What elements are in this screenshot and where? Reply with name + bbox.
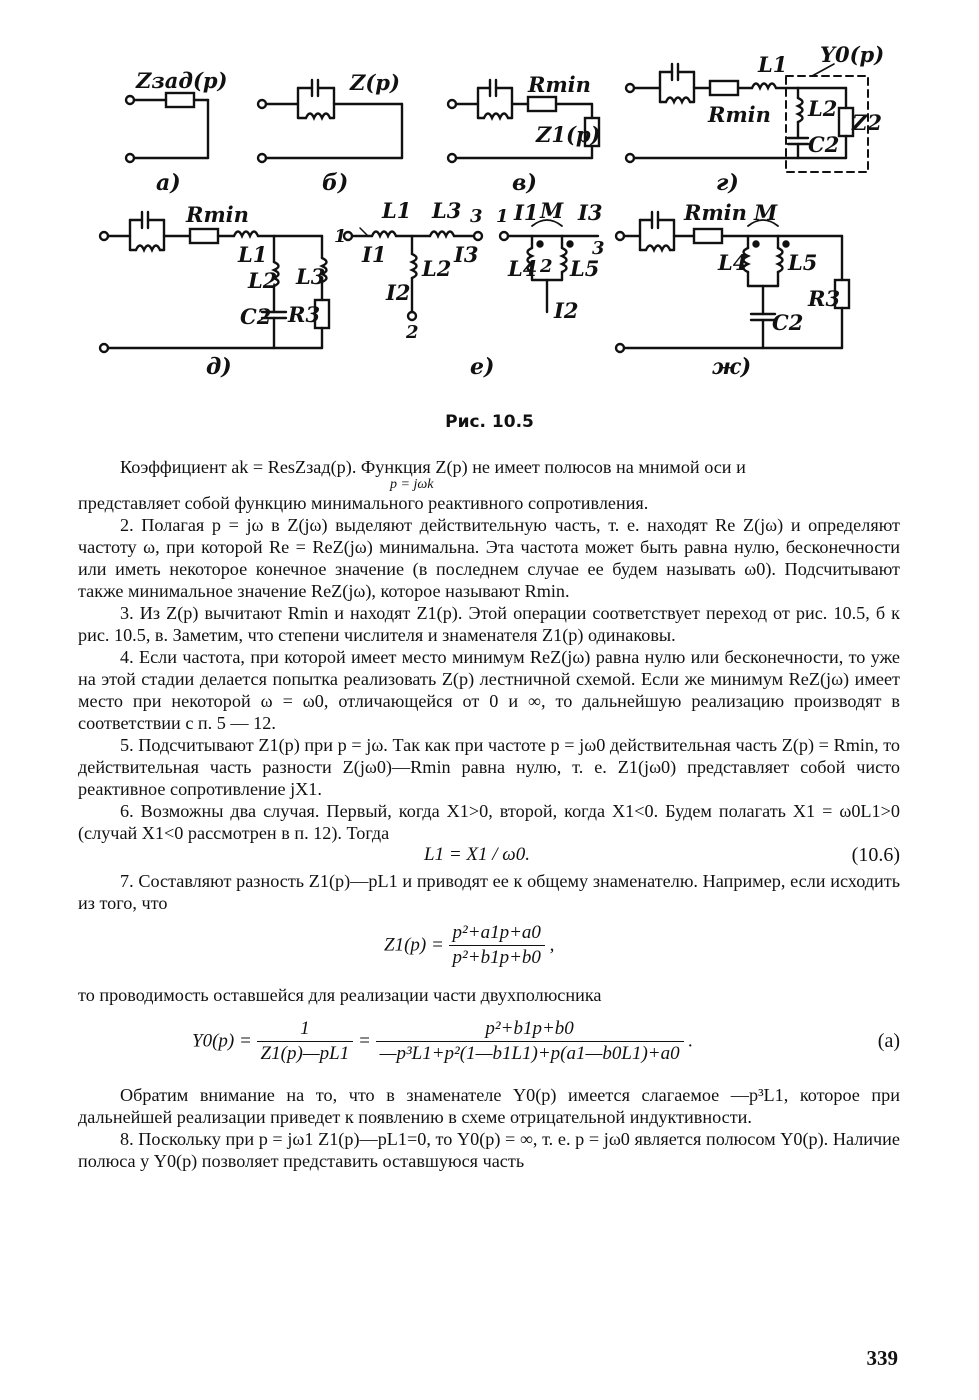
paragraph-4: 4. Если частота, при которой имеет место минимум ReZ(jω) равна нулю или бесконечности, то уже на этой стадии делается попытка реализовать Z(p) лестничной схемой. Если же минимум ReZ(jω) имеет место при некоторой ω = ω0, отличающейся от 0 и ∞, то дальнейшую реализацию производят в соответствии с п. 5 — 12.: [78, 647, 900, 733]
panel-c: в): [512, 170, 537, 196]
equation-a-f1-denominator: Z1(p)—pL1: [260, 1043, 350, 1064]
node-3-f: 3: [470, 206, 483, 227]
paragraph-6: 6. Возможны два случая. Первый, когда X1>0, второй, когда X1<0. Будем полагать X1 = ω0L1>0 (случай X1<0 рассмотрен в п. 12). Тогда: [78, 801, 900, 843]
node-3-f2: 3: [592, 238, 605, 259]
paragraph-2: 2. Полагая p = jω в Z(jω) выделяют действительную часть, т. е. находят Re Z(jω) и определяют частоту ω, при которой Re = ReZ(jω) минимальна. Эта частота может быть равна нулю, бесконечности или иметь некоторое конечное значение (в последнем случае ее будем называть ω0). Подсчитывают также минимальное значение ReZ(jω), которое называют Rmin.: [78, 515, 900, 601]
equation-a: Y0(p) = $\frac{1}{Z1(p)—pL1}$ = $\frac{\text{p²+b1p+b0}}{\text{—p³L1+p²(1—b1L1)+p(a1—b0L1)+a0}}$ . (a): [192, 1018, 900, 1064]
equation-a-f2-numerator: p²+b1p+b0: [376, 1018, 684, 1042]
paragraph-5: 5. Подсчитывают Z1(p) при p = jω. Так как при частоте p = jω0 действительная часть Z(p) = Rmin, то действительная часть разности Z(jω0)—Rmin равна нулю, т. е. Z1(jω0) представляет собой чисто реактивное сопротивление jX1.: [78, 735, 900, 799]
label-l4-f: L4: [508, 256, 538, 281]
figure-caption: Рис. 10.5: [445, 412, 534, 432]
label-m-g: M: [754, 200, 778, 225]
label-z2-d: Z2: [852, 110, 882, 135]
equation-10-6-body: L1 = X1 / ω0.: [424, 844, 530, 865]
paragraph-7b: то проводимость оставшейся для реализации части двухполюсника: [78, 985, 602, 1005]
equation-z1-fraction: [449, 922, 545, 969]
label-i2-f2: I2: [554, 298, 579, 323]
label-i1-f: I1: [362, 242, 387, 267]
panel-f: е): [470, 354, 495, 380]
label-i1-f2: I1: [514, 200, 539, 225]
circuit-g: [616, 212, 849, 352]
label-rmin-g: Rmin: [684, 200, 747, 225]
label-l1-e: L1: [238, 242, 268, 267]
equation-a-lhs: Y0(p) =: [192, 1030, 252, 1052]
label-zp: Z(p): [350, 70, 400, 95]
equation-z1-lhs: Z1(p) =: [384, 934, 444, 956]
node-2-f: 2: [406, 322, 419, 343]
label-z1p: Z1(p): [536, 122, 601, 147]
label-i3-f2: I3: [578, 200, 603, 225]
label-m-f: M: [540, 198, 564, 223]
panel-d: г): [716, 170, 739, 196]
label-l3-e: L3: [296, 264, 326, 289]
paragraph-1b: представляет собой функцию минимального реактивного сопротивления.: [78, 493, 649, 513]
equation-a-f1-numerator: 1: [257, 1018, 354, 1042]
label-y0p: Y0(p): [820, 42, 885, 67]
label-c2-g: C2: [772, 310, 804, 335]
node-2-f2: 2: [540, 256, 553, 277]
body-text: [78, 456, 900, 1172]
circuit-e: [100, 212, 329, 352]
paragraph-1-subscript: p = jωk: [390, 477, 434, 492]
label-rmin-d: Rmin: [708, 102, 771, 127]
label-i2-f: I2: [386, 280, 411, 305]
label-rmin-e: Rmin: [186, 202, 249, 227]
paragraph-1: Коэффициент ak = ResZзад(p). Функция Z(p) не имеет полюсов на мнимой оси и: [120, 457, 746, 477]
label-i3-f: I3: [454, 242, 479, 267]
label-l2-e: L2: [248, 268, 278, 293]
label-r3-e: R3: [288, 302, 321, 327]
label-l5-g: L5: [788, 250, 818, 275]
equation-z1: Z1(p) = $\frac{\text{p²+a1p+a0}}{\text{p²+b1p+b0}}$ ,: [384, 922, 555, 968]
panel-e: д): [206, 354, 232, 380]
node-1-f2: 1: [496, 206, 509, 227]
paragraph-9: 8. Поскольку при p = jω1 Z1(p)—pL1=0, то Y0(p) = ∞, т. е. p = jω0 является полюсом Y0(p). Наличие полюса у Y0(p) позволяет представить оставшуюся часть: [78, 1129, 900, 1171]
equation-10-6-number: (10.6): [851, 844, 900, 866]
equation-a-fraction-2: [376, 1018, 684, 1065]
label-r3-g: R3: [808, 286, 841, 311]
label-zzad: Zзад(p): [136, 68, 228, 93]
label-l4-g: L4: [718, 250, 748, 275]
label-l5-f: L5: [570, 256, 600, 281]
panel-g: ж): [712, 354, 752, 380]
label-l1-d: L1: [758, 52, 788, 77]
node-1-f: 1: [334, 226, 347, 247]
paragraph-8: Обратим внимание на то, что в знаменателе Y0(p) имеется слагаемое —p³L1, которое при дальнейшей реализации приведет к появлению в схеме отрицательной индуктивности.: [78, 1085, 900, 1127]
paragraph-3: 3. Из Z(p) вычитают Rmin и находят Z1(p). Этой операции соответствует переход от рис. 10.5, б к рис. 10.5, в. Заметим, что степени числителя и знаменателя Z1(p) одинаковы.: [78, 603, 900, 645]
equation-10-6: [78, 844, 900, 870]
equation-a-fraction-1: [257, 1018, 354, 1065]
equation-z1-denominator: p²+b1p+b0: [452, 947, 541, 968]
paragraph-7: 7. Составляют разность Z1(p)—pL1 и приводят ее к общему знаменателю. Например, если исходить из того, что: [78, 871, 900, 913]
panel-b: б): [322, 170, 349, 196]
figure-10-5: [0, 0, 979, 400]
panel-a: а): [156, 170, 181, 196]
label-l2-d: L2: [808, 96, 838, 121]
equation-a-number: (a): [877, 1030, 900, 1052]
equation-z1-numerator: p²+a1p+a0: [449, 922, 545, 946]
label-c2-e: C2: [240, 304, 272, 329]
label-l1-f: L1: [382, 198, 412, 223]
label-l2-f: L2: [422, 256, 452, 281]
page-number: 339: [866, 1346, 898, 1370]
equation-a-f2-denominator: —p³L1+p²(1—b1L1)+p(a1—b0L1)+a0: [379, 1043, 680, 1064]
label-c2-d: C2: [808, 132, 840, 157]
label-rmin-c: Rmin: [528, 72, 591, 97]
circuit-a: [126, 93, 208, 162]
label-l3-f: L3: [432, 198, 462, 223]
